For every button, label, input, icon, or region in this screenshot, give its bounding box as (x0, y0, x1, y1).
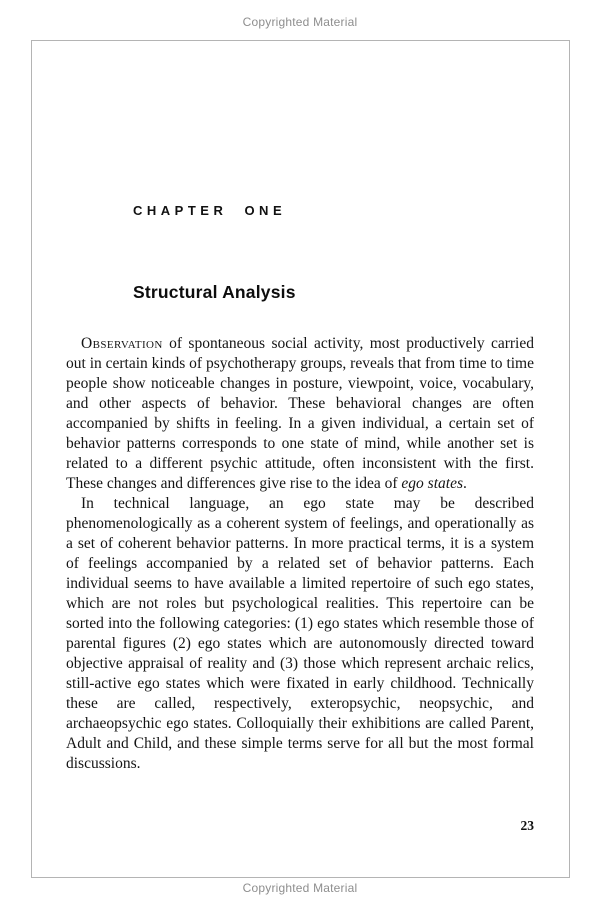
chapter-label: CHAPTER ONE (133, 203, 287, 218)
copyright-notice-top: Copyrighted Material (242, 15, 358, 29)
copyright-notice-bottom: Copyrighted Material (242, 881, 358, 895)
page-border (31, 40, 570, 878)
text-segment-normal: In technical language, an ego state may be described phenomenologically as a coherent system of feelings, and operationally as a set of coherent behavior patterns. In more practical terms, it is a system of feelings accompanied by a related set of behavior patterns. Each individual seems to have available a limited repertoire of such ego states, which are not roles but psychological realities. This repertoire can be sorted into the following categories: (1) ego states which resemble those of parental figures (2) ego states which are autonomously directed toward objective appraisal of reality and (3) those which represent archaic relics, still-active ego states which were fixated in early childhood. Technically these are called, respectively, exteropsychic, neopsychic, and archaeopsychic ego states. Colloquially their exhibitions are called Parent, Adult and Child, and these simple terms serve for all but the most formal discussions. (66, 495, 534, 772)
paragraph-2 (66, 494, 534, 774)
page-number: 23 (520, 818, 534, 833)
text-segment-smallcaps: Observation (81, 335, 163, 352)
section-title: Structural Analysis (133, 282, 296, 302)
body-text (66, 334, 534, 774)
text-segment-italic: ego states (401, 475, 463, 492)
text-segment-normal: . (462, 475, 467, 492)
text-segment-normal: of spontaneous social activity, most productively carried out in certain kinds of psychotherapy groups, reveals that from time to time people show noticeable changes in posture, viewpoint, voice, vocabulary, and other aspects of behavior. These behavioral changes are often accompanied by shifts in feeling. In a given individual, a certain set of behavior patterns corresponds to one state of mind, while another set is related to a different psychic attitude, often inconsistent with the first. These changes and differences give rise to the idea of (66, 335, 534, 492)
paragraph-1 (66, 334, 534, 494)
